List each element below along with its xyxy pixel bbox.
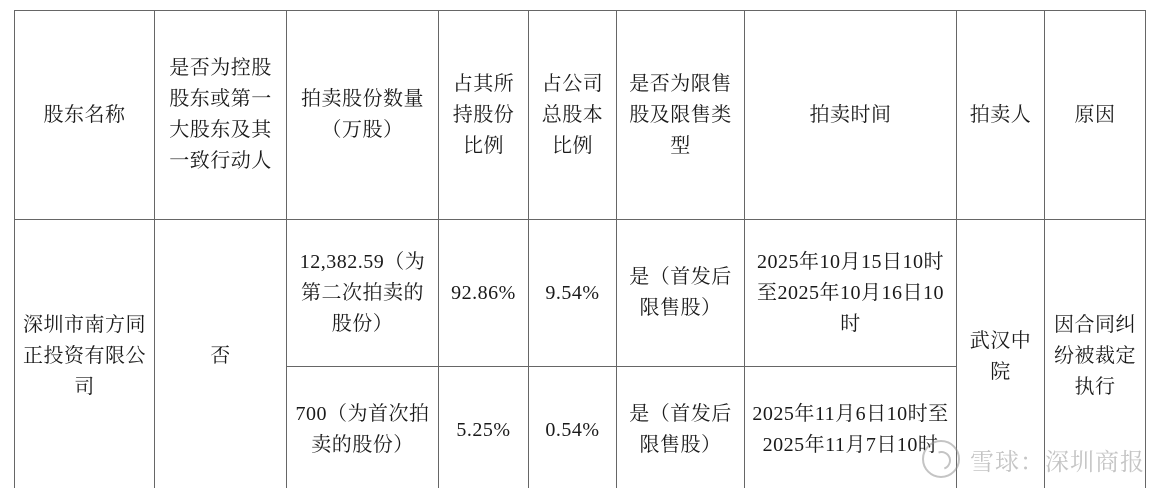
cell-is-controlling-shareholder: 否 <box>155 220 287 494</box>
column-header-ratio-of-total-capital: 占公司总股本比例 <box>529 11 617 220</box>
column-header-is-controlling-shareholder: 是否为控股股东或第一大股东及其一致行动人 <box>155 11 287 220</box>
column-header-auction-time: 拍卖时间 <box>745 11 957 220</box>
column-header-auctioneer: 拍卖人 <box>957 11 1045 220</box>
cell-restricted-type: 是（首发后限售股） <box>617 367 745 494</box>
disclosure-table-container <box>14 10 1145 494</box>
page-bottom-strip <box>0 488 1159 496</box>
auction-disclosure-table <box>14 10 1146 494</box>
column-header-reason: 原因 <box>1045 11 1146 220</box>
cell-ratio-of-total-capital: 0.54% <box>529 367 617 494</box>
table-header-row <box>15 11 1146 220</box>
column-header-shareholder-name: 股东名称 <box>15 11 155 220</box>
column-header-restricted-type: 是否为限售股及限售类型 <box>617 11 745 220</box>
cell-shareholder-name: 深圳市南方同正投资有限公司 <box>15 220 155 494</box>
column-header-auction-share-amount: 拍卖股份数量（万股） <box>287 11 439 220</box>
cell-auction-share-amount: 700（为首次拍卖的股份） <box>287 367 439 494</box>
table-header <box>15 11 1146 220</box>
watermark-text: 雪球：深圳商报 <box>970 448 1145 476</box>
cell-ratio-of-total-capital: 9.54% <box>529 220 617 367</box>
cell-auction-time: 2025年11月6日10时至2025年11月7日10时 <box>745 367 957 494</box>
cell-reason: 因合同纠纷被裁定执行 <box>1045 220 1146 494</box>
cell-auction-time: 2025年10月15日10时至2025年10月16日10时 <box>745 220 957 367</box>
cell-auctioneer: 武汉中院 <box>957 220 1045 494</box>
cell-ratio-of-holding: 5.25% <box>439 367 529 494</box>
cell-auction-share-amount: 12,382.59（为第二次拍卖的股份） <box>287 220 439 367</box>
cell-restricted-type: 是（首发后限售股） <box>617 220 745 367</box>
column-header-ratio-of-holding: 占其所持股份比例 <box>439 11 529 220</box>
table-row <box>15 220 1146 367</box>
table-body <box>15 220 1146 494</box>
cell-ratio-of-holding: 92.86% <box>439 220 529 367</box>
